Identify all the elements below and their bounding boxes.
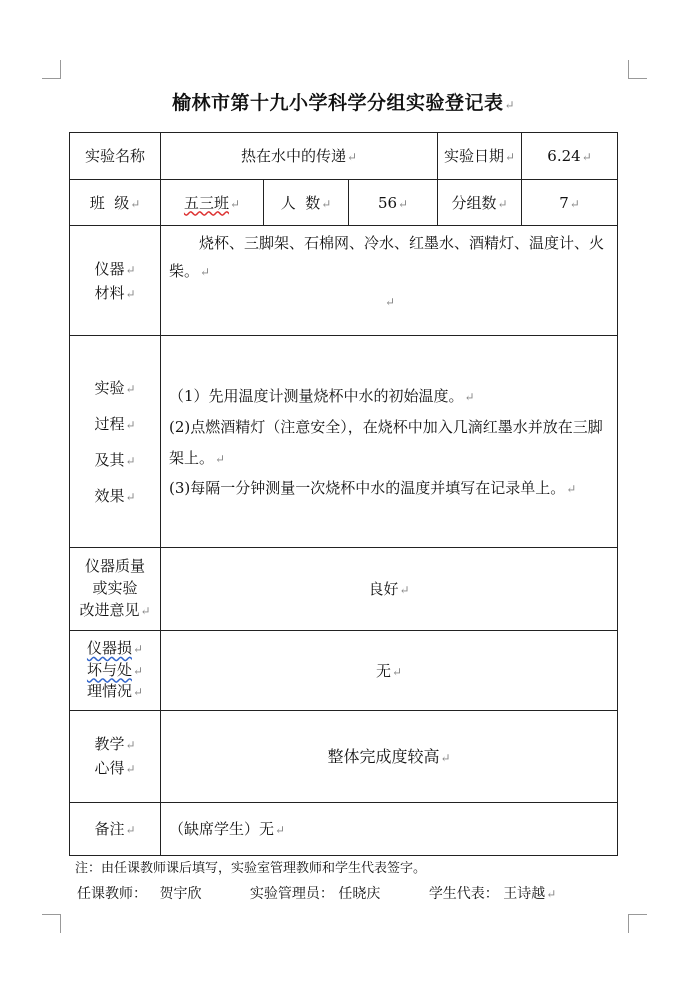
equipment-label-text: 仪器 xyxy=(94,259,125,278)
paragraph-mark: ↵ xyxy=(125,453,136,468)
page-corner-mark-top-right xyxy=(628,60,647,79)
damage-label-text-3: 理情况 xyxy=(86,682,132,701)
paragraph-mark: ↵ xyxy=(125,738,136,753)
quality-value[interactable] xyxy=(161,548,618,631)
paragraph-mark: ↵ xyxy=(391,664,403,679)
remarks-value-text: （缺席学生）无 xyxy=(169,820,275,838)
damage-label-text-2: 坏与处 xyxy=(86,660,132,679)
groups-label-text: 分组数 xyxy=(451,193,497,212)
damage-label-line-3 xyxy=(70,681,160,703)
process-label-line-4 xyxy=(70,478,160,514)
row-teaching xyxy=(70,711,618,803)
equipment-label xyxy=(70,226,161,336)
paragraph-mark: ↵ xyxy=(132,663,144,678)
row-experiment-name xyxy=(70,133,618,180)
process-label xyxy=(70,336,161,548)
process-step-2 xyxy=(169,412,610,474)
experiment-name-label xyxy=(70,133,161,180)
people-label-text: 人 数 xyxy=(280,193,321,212)
paragraph-mark: ↵ xyxy=(581,150,592,164)
process-label-line-3 xyxy=(70,442,160,478)
paragraph-mark: ↵ xyxy=(399,583,410,597)
empty-paragraph xyxy=(169,288,610,316)
groups-value-text: 7 xyxy=(559,193,569,212)
damage-value-text: 无 xyxy=(375,661,391,680)
paragraph-mark: ↵ xyxy=(346,150,358,164)
damage-value[interactable] xyxy=(161,631,618,711)
paragraph-mark: ↵ xyxy=(569,196,580,211)
damage-label-line-1 xyxy=(70,638,160,660)
class-value[interactable] xyxy=(161,180,264,226)
remarks-value[interactable] xyxy=(161,803,618,856)
process-label-line-2 xyxy=(70,406,160,442)
admin-name: 任晓庆 xyxy=(338,886,381,902)
paragraph-mark: ↵ xyxy=(505,150,516,164)
teaching-value[interactable] xyxy=(161,711,618,803)
class-label-text: 班 级 xyxy=(89,193,130,212)
remarks-label xyxy=(70,803,161,856)
process-value[interactable] xyxy=(161,336,618,548)
paragraph-mark: ↵ xyxy=(384,294,396,309)
teacher-name: 贺宇欣 xyxy=(159,886,202,902)
teaching-value-text: 整体完成度较高 xyxy=(327,746,440,766)
quality-label-line-1 xyxy=(70,556,160,578)
row-damage xyxy=(70,631,618,711)
paragraph-mark: ↵ xyxy=(321,196,332,211)
process-label-line-1 xyxy=(70,370,160,406)
damage-label-text-1: 仪器损 xyxy=(86,638,132,657)
footer-note xyxy=(75,857,426,876)
row-equipment xyxy=(70,226,618,336)
paragraph-mark: ↵ xyxy=(125,417,136,432)
experiment-date-label xyxy=(438,133,522,180)
process-label-text-2: 过程 xyxy=(94,414,125,433)
teaching-label xyxy=(70,711,161,803)
process-step-2-text: (2)点燃酒精灯（注意安全），在烧杯中加入几滴红墨水并放在三脚架上。 xyxy=(169,417,603,467)
page-corner-mark-top-left xyxy=(42,60,61,79)
teacher-label: 任课教师： xyxy=(77,886,147,902)
teaching-label-text-2: 心得 xyxy=(94,758,125,777)
paragraph-mark: ↵ xyxy=(464,390,475,404)
process-step-1-text: （1）先用温度计测量烧杯中水的初始温度。 xyxy=(169,387,464,405)
paragraph-mark: ↵ xyxy=(440,750,451,765)
class-value-text: 五三班 xyxy=(183,193,229,212)
damage-label xyxy=(70,631,161,711)
paragraph-mark: ↵ xyxy=(398,196,409,211)
teaching-label-text-1: 教学 xyxy=(94,735,125,754)
quality-label-text-2: 或实验 xyxy=(92,579,138,598)
teaching-label-line-1 xyxy=(70,733,160,756)
admin-label: 实验管理员： xyxy=(249,886,334,902)
signature-line xyxy=(77,883,556,903)
equipment-value[interactable] xyxy=(161,226,618,336)
materials-label-text: 材料 xyxy=(94,283,125,302)
paragraph-mark: ↵ xyxy=(504,98,516,112)
people-value-text: 56 xyxy=(377,193,398,212)
paragraph-mark: ↵ xyxy=(125,262,136,277)
damage-label-line-2 xyxy=(70,660,160,682)
paragraph-mark: ↵ xyxy=(566,482,577,497)
people-label xyxy=(264,180,349,226)
experiment-date-label-text: 实验日期 xyxy=(443,147,504,165)
paragraph-mark: ↵ xyxy=(140,603,151,618)
paragraph-mark: ↵ xyxy=(125,823,136,837)
paragraph-mark: ↵ xyxy=(275,823,286,837)
quality-label xyxy=(70,548,161,631)
page-corner-mark-bottom-right xyxy=(628,914,647,933)
process-label-text-1: 实验 xyxy=(94,378,125,397)
class-label xyxy=(70,180,161,226)
paragraph-mark: ↵ xyxy=(546,887,557,901)
equipment-text-line xyxy=(169,230,610,286)
experiment-name-text: 热在水中的传递 xyxy=(240,147,346,165)
people-value[interactable] xyxy=(349,180,438,226)
page-title xyxy=(0,88,687,115)
paragraph-mark: ↵ xyxy=(229,196,241,211)
remarks-label-text: 备注 xyxy=(94,820,125,838)
paragraph-mark: ↵ xyxy=(130,196,141,211)
teaching-label-line-2 xyxy=(70,757,160,780)
equipment-text: 烧杯、三脚架、石棉网、冷水、红墨水、酒精灯、温度计、火柴。 xyxy=(169,234,605,280)
registration-table xyxy=(69,132,618,856)
paragraph-mark: ↵ xyxy=(125,761,136,776)
process-step-1 xyxy=(169,381,610,412)
experiment-name-value[interactable] xyxy=(161,133,438,180)
quality-label-text-1: 仪器质量 xyxy=(84,557,145,576)
paragraph-mark: ↵ xyxy=(125,286,136,301)
quality-label-line-2 xyxy=(70,578,160,600)
process-step-3-text: (3)每隔一分钟测量一次烧杯中水的温度并填写在记录单上。 xyxy=(169,479,566,498)
paragraph-mark: ↵ xyxy=(125,489,136,504)
process-label-text-3: 及其 xyxy=(94,450,125,469)
student-name: 王诗越 xyxy=(503,886,546,902)
paragraph-mark: ↵ xyxy=(132,641,144,656)
paragraph-mark: ↵ xyxy=(497,196,508,211)
equipment-label-line xyxy=(70,257,160,281)
paragraph-mark: ↵ xyxy=(200,264,211,279)
row-process xyxy=(70,336,618,548)
quality-label-text-3: 改进意见 xyxy=(79,600,140,619)
process-label-text-4: 效果 xyxy=(94,486,125,505)
experiment-date-value[interactable] xyxy=(522,133,618,180)
paragraph-mark: ↵ xyxy=(215,451,226,466)
experiment-name-label-text: 实验名称 xyxy=(84,147,145,165)
paragraph-mark: ↵ xyxy=(125,381,136,396)
row-quality xyxy=(70,548,618,631)
page-corner-mark-bottom-left xyxy=(42,914,61,933)
footer-note-text: 注：由任课教师课后填写，实验室管理教师和学生代表签字。 xyxy=(75,861,427,876)
title-text: 榆林市第十九小学科学分组实验登记表 xyxy=(171,92,504,114)
experiment-date-text: 6.24 xyxy=(547,147,581,165)
groups-value[interactable] xyxy=(522,180,618,226)
materials-label-line xyxy=(70,281,160,305)
row-class-info xyxy=(70,180,618,226)
quality-label-line-3 xyxy=(70,600,160,622)
student-label: 学生代表： xyxy=(428,886,499,902)
quality-value-text: 良好 xyxy=(368,580,399,598)
row-remarks xyxy=(70,803,618,856)
process-step-3 xyxy=(169,473,610,504)
paragraph-mark: ↵ xyxy=(132,685,144,700)
groups-label xyxy=(438,180,522,226)
